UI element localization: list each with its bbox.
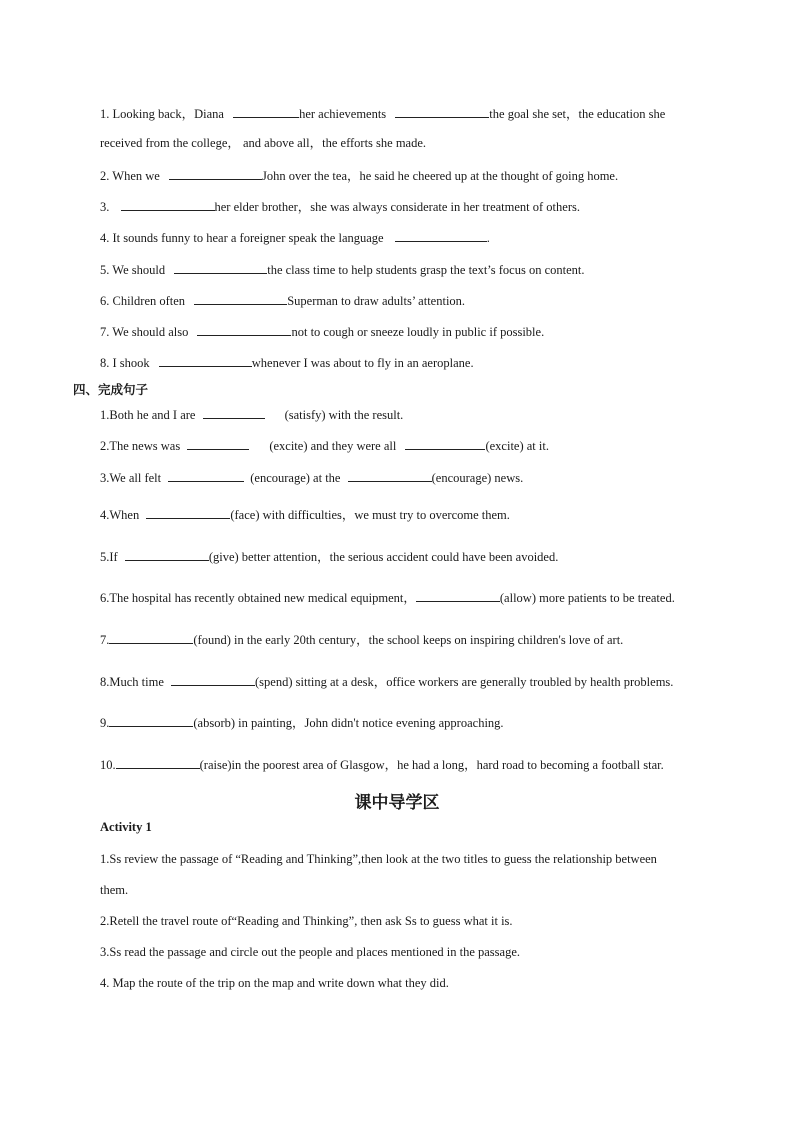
q3-2: 2. When we John over the tea，he said he cheered up at the thought of going home. bbox=[100, 169, 619, 183]
answer-blank[interactable] bbox=[168, 470, 244, 482]
answer-blank[interactable] bbox=[203, 407, 265, 419]
activity-title: Activity 1 bbox=[100, 820, 152, 834]
answer-blank[interactable] bbox=[348, 470, 432, 482]
q3-7: 7. We should also not to cough or sneeze loudly in public if possible. bbox=[100, 325, 545, 339]
q4-9: 9. (absorb) in painting，John didn't notice evening approaching. bbox=[100, 716, 504, 730]
q3-1: 1. Looking back，Diana her achievements the goal she set，the education she bbox=[100, 107, 666, 121]
q4-3: 3.We all felt (encourage) at the (encourage) news. bbox=[100, 471, 524, 485]
answer-blank[interactable] bbox=[121, 199, 215, 211]
activity-line: 3.Ss read the passage and circle out the people and places mentioned in the passage. bbox=[100, 945, 520, 959]
q4-1: 1.Both he and I are (satisfy) with the result. bbox=[100, 408, 404, 422]
activity-line: 1.Ss review the passage of “Reading and Thinking”,then look at the two titles to guess the relationship between bbox=[100, 852, 657, 866]
answer-blank[interactable] bbox=[109, 632, 193, 644]
answer-blank[interactable] bbox=[174, 262, 267, 274]
answer-blank[interactable] bbox=[395, 230, 487, 242]
activity-line: 4. Map the route of the trip on the map and write down what they did. bbox=[100, 976, 449, 990]
q3-6: 6. Children often Superman to draw adults’ attention. bbox=[100, 294, 466, 308]
q4-8: 8.Much time (spend) sitting at a desk，office workers are generally troubled by health problems. bbox=[100, 675, 674, 689]
activity-line: them. bbox=[100, 883, 129, 897]
q4-2: 2.The news was (excite) and they were all (excite) at it. bbox=[100, 439, 549, 453]
answer-blank[interactable] bbox=[146, 507, 230, 519]
answer-blank[interactable] bbox=[159, 355, 252, 367]
section-title: 课中导学区 bbox=[354, 793, 440, 813]
answer-blank[interactable] bbox=[395, 106, 489, 118]
answer-blank[interactable] bbox=[109, 715, 193, 727]
section-heading: 四、完成句子 bbox=[73, 382, 149, 397]
q3-4: 4. It sounds funny to hear a foreigner speak the language . bbox=[100, 231, 490, 245]
answer-blank[interactable] bbox=[405, 438, 485, 450]
q3-8: 8. I shook whenever I was about to fly in an aeroplane. bbox=[100, 356, 474, 370]
q3-1-cont: received from the college， and above all，the efforts she made. bbox=[100, 136, 427, 150]
answer-blank[interactable] bbox=[416, 590, 500, 602]
answer-blank[interactable] bbox=[197, 324, 291, 336]
q3-3: 3. her elder brother，she was always considerate in her treatment of others. bbox=[100, 200, 580, 214]
q4-10: 10. (raise)in the poorest area of Glasgow，he had a long，hard road to becoming a football star. bbox=[100, 758, 664, 772]
answer-blank[interactable] bbox=[116, 757, 200, 769]
answer-blank[interactable] bbox=[125, 549, 209, 561]
q4-4: 4.When (face) with difficulties，we must try to overcome them. bbox=[100, 508, 510, 522]
answer-blank[interactable] bbox=[187, 438, 249, 450]
answer-blank[interactable] bbox=[233, 106, 299, 118]
answer-blank[interactable] bbox=[169, 168, 262, 180]
answer-blank[interactable] bbox=[171, 674, 255, 686]
activity-line: 2.Retell the travel route of“Reading and Thinking”, then ask Ss to guess what it is. bbox=[100, 914, 513, 928]
q4-7: 7. (found) in the early 20th century，the school keeps on inspiring children's love of art. bbox=[100, 633, 624, 647]
answer-blank[interactable] bbox=[194, 293, 287, 305]
q4-5: 5.If (give) better attention，the serious accident could have been avoided. bbox=[100, 550, 559, 564]
q3-5: 5. We should the class time to help students grasp the text’s focus on content. bbox=[100, 263, 585, 277]
q4-6: 6.The hospital has recently obtained new medical equipment， (allow) more patients to be treated. bbox=[100, 591, 675, 605]
